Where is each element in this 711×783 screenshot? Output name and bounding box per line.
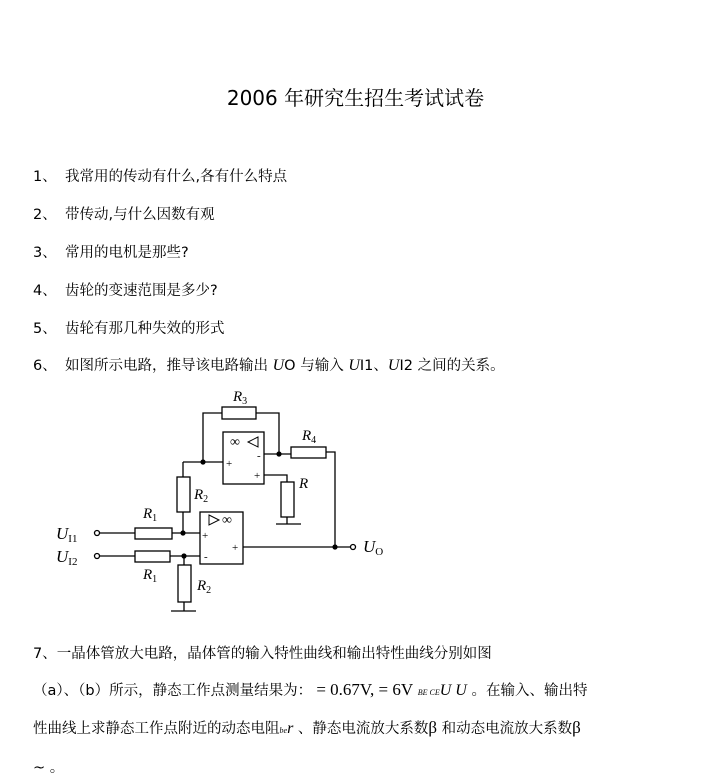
resistor-r2-top [177,477,190,512]
text: 性曲线上求静态工作点附近的动态电阻 [33,721,280,737]
question-number: 2、 [33,207,57,223]
text: 。在输入、输出特 [466,683,588,699]
question-text: 齿轮有那几种失效的形式 [65,321,225,337]
label-r1-bottom: $R_1$ [143,567,158,585]
question-number: 5、 [33,321,57,337]
junction-dot [200,459,205,464]
text: O 与输入 [284,358,349,374]
label-r2-bottom: $R_2$ [197,578,212,596]
question-number: 1、 [33,169,57,185]
label-r3: $R_3$ [233,389,248,407]
label-r1-top: $R_1$ [143,506,158,524]
math-subscript: be [279,726,288,735]
resistor-r3 [222,407,256,419]
question-text [33,717,581,738]
math-r: r [287,720,294,737]
plus-sign: + [226,458,233,470]
text: I2 之间的关系。 [399,358,505,374]
text: 和动态电流放大系数 [437,721,573,737]
opamp-triangle-icon [248,437,258,447]
junction-dot [332,544,337,549]
junction-dot [181,553,186,558]
math-u: U [348,357,360,374]
math-text: = 0.67V, = 6V [312,680,414,699]
text: 、静态电流放大系数 [293,721,429,737]
infinity-symbol: ∞ [230,435,240,450]
question-number: 3、 [33,245,57,261]
resistor-r1-top [135,528,172,539]
math-u: U [272,357,285,374]
terminal-ui1 [95,531,100,536]
question-text: 常用的电机是那些? [65,245,189,261]
label-r2-top: $R_2$ [194,487,209,505]
resistor-r2-bottom [178,565,191,602]
label-ui2: UI2 [56,547,78,568]
text: 如图所示电路，推导该电路输出 [65,358,273,374]
label-uo: UO [363,537,384,558]
beta-symbol: β [572,718,581,737]
page-title: 2006 年研究生招生考试试卷 [226,86,485,110]
question-number: 4、 [33,283,57,299]
infinity-symbol: ∞ [222,513,232,528]
text: （a）、（b）所示，静态工作点测量结果为： [33,683,313,699]
math-u: U [387,357,400,374]
question-text: ~ 。 [33,760,65,776]
beta-symbol: β [428,718,438,737]
math-subscript: BE CE [417,688,440,697]
question-number: 6、 [33,358,57,374]
question-text: 带传动,与什么因数有观 [65,207,215,223]
junction-dot [276,451,281,456]
label-ui1: UI1 [56,524,78,545]
question-text: 齿轮的变速范围是多少? [65,283,218,299]
terminal-ui2 [95,554,100,559]
label-r4: $R_4$ [302,428,317,446]
minus-sign: - [257,450,261,462]
resistor-r4 [291,447,326,458]
question-text [33,679,587,700]
plus-sign: + [232,542,239,554]
label-r: R [299,476,309,492]
question-text: 我常用的传动有什么,各有什么特点 [65,169,288,185]
terminal-uo [351,545,356,550]
resistor-r [281,482,294,517]
minus-sign: - [204,551,208,563]
plus-sign: + [254,470,261,482]
plus-sign: + [202,530,209,542]
resistor-r1-bottom [135,551,170,562]
text: I1、 [359,358,388,374]
math-u: U U [439,682,467,699]
junction-dot [180,530,185,535]
opamp-triangle-icon [209,515,219,525]
question-text: 7、一晶体管放大电路，晶体管的输入特性曲线和输出特性曲线分别如图 [33,646,492,662]
